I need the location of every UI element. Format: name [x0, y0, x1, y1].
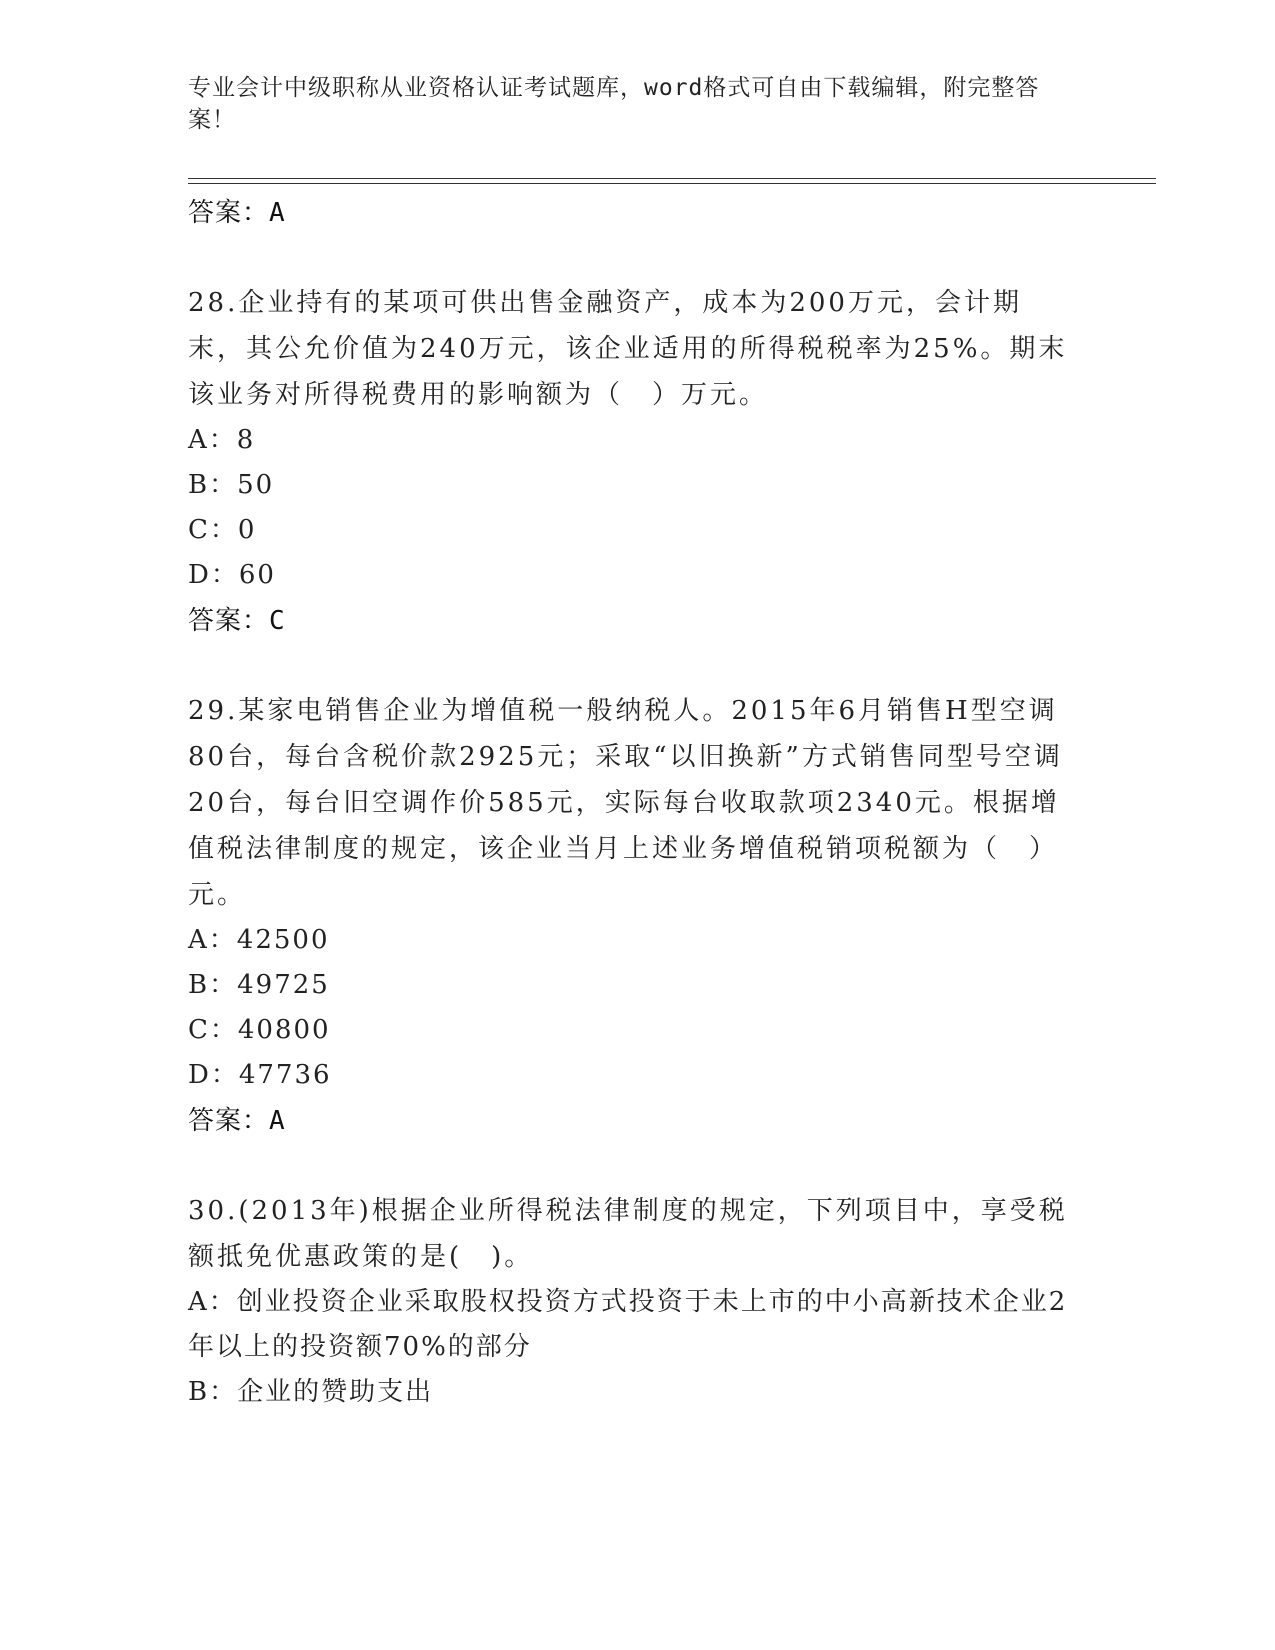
- question-29-stem: 29.某家电销售企业为增值税一般纳税人。2015年6月销售H型空调80台，每台含税价款2925元；采取“以旧换新”方式销售同型号空调20台，每台旧空调作价585元，实际每台收取款项2340元。根据增值税法律制度的规定，该企业当月上述业务增值税销项税额为（ ）元。: [188, 696, 1063, 910]
- header-divider-bottom: [188, 183, 1156, 184]
- answer-27: 答案：A: [188, 198, 286, 228]
- question-30-option-b: B：企业的赞助支出: [188, 1377, 434, 1407]
- question-28-option-d: D：60: [188, 560, 276, 590]
- answer-28: 答案：C: [188, 606, 286, 636]
- question-30-option-a: A：创业投资企业采取股权投资方式投资于未上市的中小高新技术企业2年以上的投资额70%的部分: [188, 1287, 1068, 1362]
- question-28-option-c: C：0: [188, 515, 257, 545]
- question-29-option-a: A：42500: [188, 925, 330, 955]
- answer-29: 答案：A: [188, 1106, 286, 1136]
- question-28-option-b: B：50: [188, 470, 275, 500]
- question-29-option-c: C：40800: [188, 1015, 331, 1045]
- question-29-option-d: D：47736: [188, 1060, 332, 1090]
- question-list: [188, 190, 1088, 1415]
- question-28-stem: 28.企业持有的某项可供出售金融资产，成本为200万元，会计期末，其公允价值为240万元，该企业适用的所得税税率为25%。期末该业务对所得税费用的影响额为（ ）万元。: [188, 288, 1068, 410]
- question-30-stem: 30.(2013年)根据企业所得税法律制度的规定，下列项目中，享受税额抵免优惠政策的是( )。: [188, 1196, 1068, 1272]
- question-28-option-a: A：8: [188, 425, 256, 455]
- header-divider-top: [188, 178, 1156, 179]
- question-29-option-b: B：49725: [188, 970, 330, 1000]
- page-header: 专业会计中级职称从业资格认证考试题库，word格式可自由下载编辑，附完整答案！: [188, 75, 1040, 133]
